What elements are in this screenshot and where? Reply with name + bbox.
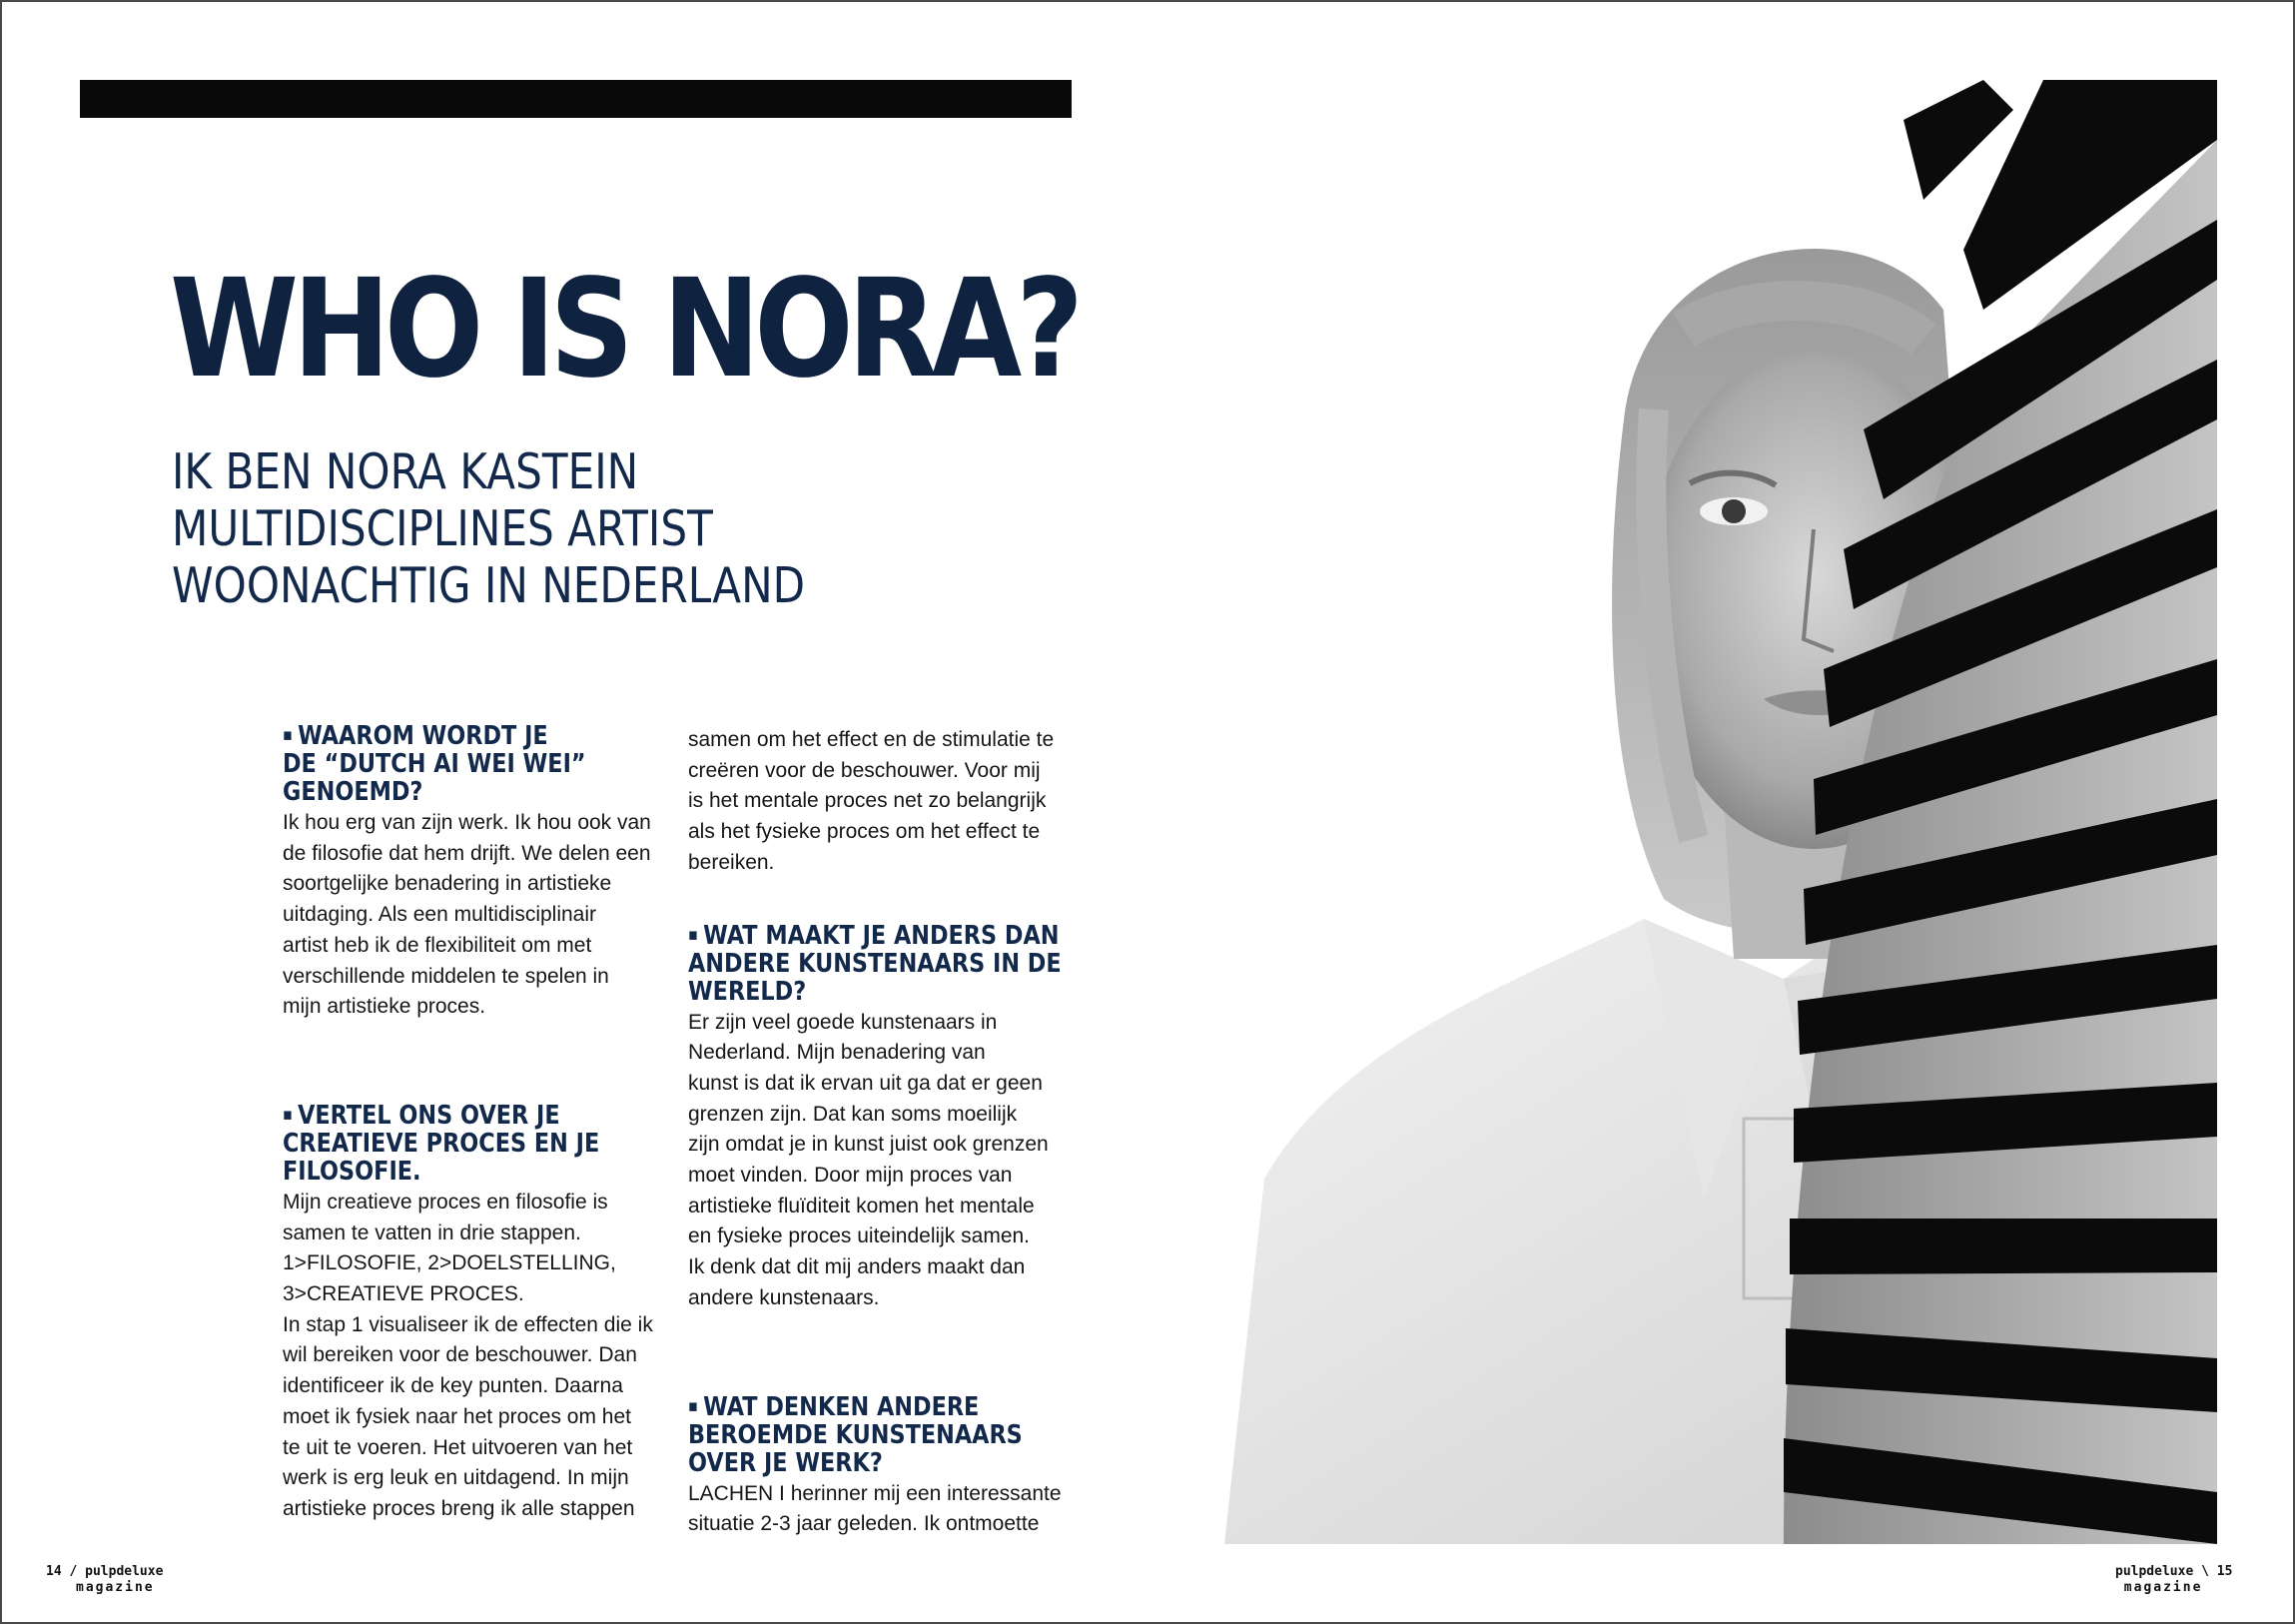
question-heading [688,921,1092,1006]
answer-paragraph: Er zijn veel goede kunstenaars in Nederland. Mijn benadering van kunst is dat ik ervan uit ga dat er geen grenzen zijn. Dat kan soms moeilijk zijn omdat je in kunst juist ook grenzen moet vinden. Door mijn proces van artistieke fluïditeit komen het mentale en fysieke proces uiteindelijk samen. Ik denk dat dit mij anders maakt dan andere kunstenaars. [688,1010,1049,1309]
square-bullet-icon: ▪ [688,924,698,945]
article-column-right [688,725,1088,1540]
portrait-illustration [1224,80,2217,1544]
article-column-left [283,721,682,1525]
question-heading [688,1392,1092,1477]
square-bullet-icon: ▪ [283,725,293,745]
subtitle-line: IK BEN NORA KASTEIN [172,443,639,500]
folio-magazine: magazine [76,1580,155,1595]
page-folio-right [2115,1564,2232,1596]
square-bullet-icon: ▪ [688,1395,698,1416]
question-heading [283,721,686,806]
answer-paragraph: Mijn creatieve proces en filosofie is samen te vatten in drie stappen. 1>FILOSOFIE, 2>DOELSTELLING, 3>CREATIEVE PROCES. In stap 1 visualiseer ik de effecten die ik wil bereiken voor de beschouwer. Dan identificeer ik de key punten. Daarna moet ik fysiek naar het proces om het te uit te voeren. Het uitvoeren van het werk is erg leuk en uitdagend. In mijn artistieke proces breng ik alle stappen [283,1190,653,1520]
question-text: WAT DENKEN ANDERE BEROEMDE KUNSTENAARS OVER JE WERK? [688,1391,1023,1478]
page-title: WHO IS NORA? [170,251,1079,408]
folio-text: pulpdeluxe \ 15 [2115,1564,2233,1579]
question-heading [283,1101,686,1186]
subtitle-line: MULTIDISCIPLINES ARTIST [172,500,713,557]
question-text: WAAROM WORDT JE DE “DUTCH AI WEI WEI” GENOEMD? [283,721,586,807]
square-bullet-icon: ▪ [283,1104,293,1125]
page-folio-left [46,1564,163,1596]
folio-text: 14 / pulpdeluxe [46,1564,164,1579]
subtitle-line: WOONACHTIG IN NEDERLAND [172,557,806,614]
answer-paragraph-continued: samen om het effect en de stimulatie te creëren voor de beschouwer. Voor mij is het mentale proces net zo belangrijk als het fysieke proces om het effect te bereiken. [688,728,1055,874]
answer-paragraph: LACHEN I herinner mij een interessante situatie 2-3 jaar geleden. Ik ontmoette [688,1481,1062,1536]
question-text: VERTEL ONS OVER JE CREATIEVE PROCES EN JE FILOSOFIE. [283,1100,600,1187]
question-text: WAT MAAKT JE ANDERS DAN ANDERE KUNSTENAARS IN DE WERELD? [688,920,1062,1007]
answer-paragraph: Ik hou erg van zijn werk. Ik hou ook van de filosofie dat hem drijft. We delen een soortgelijke benadering in artistieke uitdaging. Als een multidisciplinair artist heb ik de flexibiliteit om met verschillende middelen te spelen in mijn artistieke proces. [283,811,651,1019]
subtitle [172,443,1071,614]
portrait-photo [1224,80,2217,1544]
folio-magazine: magazine [2123,1580,2203,1595]
decorative-black-bar [80,80,1072,118]
